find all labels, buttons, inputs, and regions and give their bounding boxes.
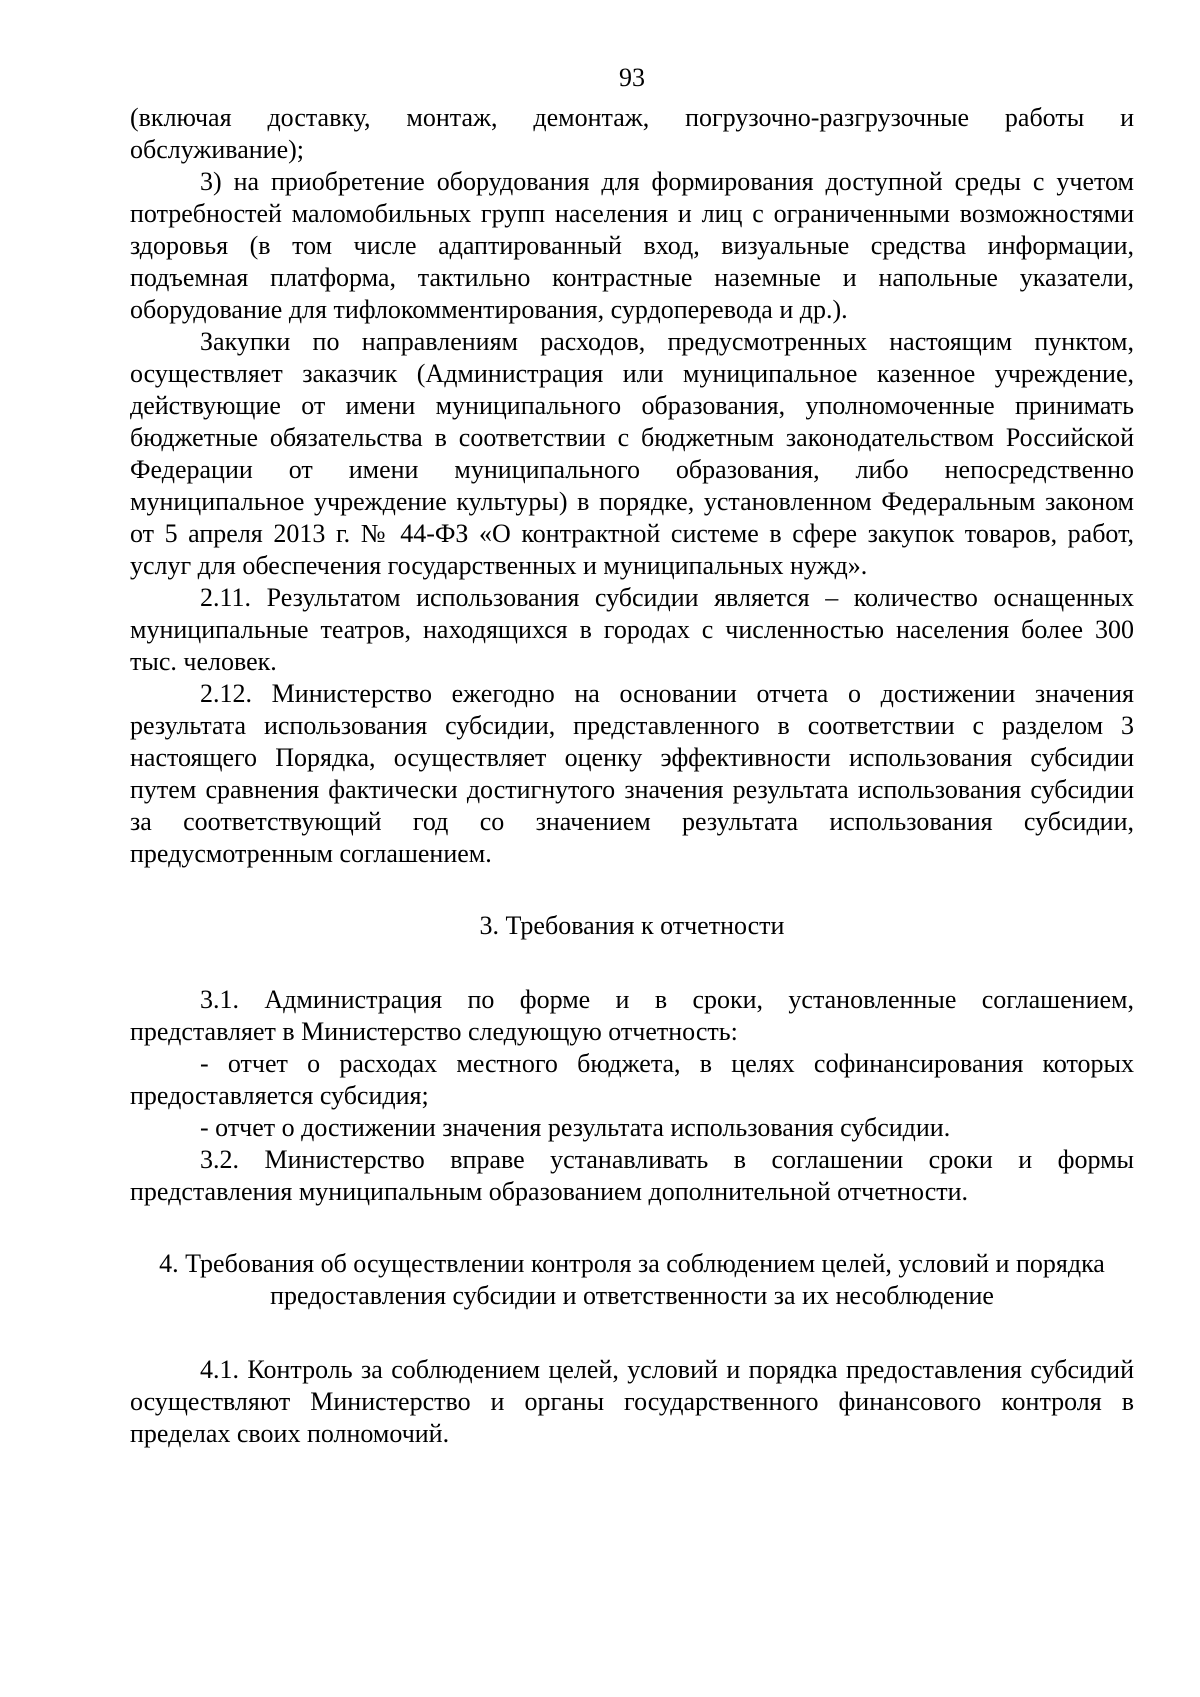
section-4-heading: 4. Требования об осуществлении контроля за соблюдением целей, условий и порядка предоставления субсидии и ответственности за их несоблюдение [159,1249,1105,1310]
paragraph-3-1: 3.1. Администрация по форме и в сроки, установленные соглашением, представляет в Министерство следующую отчетность: [130,985,1134,1046]
paragraph-procurement: Закупки по направлениям расходов, предусмотренных настоящим пунктом, осуществляет заказчик (Администрация или муниципальное казенное учреждение, действующие от имени муниципального образования, уполномоченные принимать бюджетные обязательства в соответствии с бюджетным законодательством Российской Федерации от имени муниципального образования, либо непосредственно муниципальное учреждение культуры) в порядке, установленном Федеральным законом от 5 апреля 2013 г. № 44-ФЗ «О контрактной системе в сфере закупок товаров, работ, услуг для обеспечения государственных и муниципальных нужд». [130,327,1134,580]
page-number: 93 [619,63,645,92]
paragraph-continuation: (включая доставку, монтаж, демонтаж, погрузочно-разгрузочные работы и обслуживание); [130,103,1134,164]
paragraph-report-result: - отчет о достижении значения результата использования субсидии. [200,1113,951,1142]
document-page [130,62,1134,1450]
paragraph-item-3: 3) на приобретение оборудования для формирования доступной среды с учетом потребностей маломобильных групп населения и лиц с ограниченными возможностями здоровья (в том числе адаптированный вход, визуальные средства информации, подъемная платформа, тактильно контрастные наземные и напольные указатели, оборудование для тифлокомментирования, сурдоперевода и др.). [130,167,1134,324]
paragraph-4-1: 4.1. Контроль за соблюдением целей, условий и порядка предоставления субсидий осуществляют Министерство и органы государственного финансового контроля в пределах своих полномочий. [130,1355,1134,1448]
section-3-heading: 3. Требования к отчетности [479,911,785,940]
paragraph-2-11: 2.11. Результатом использования субсидии является – количество оснащенных муниципальные театров, находящихся в городах с численностью населения более 300 тыс. человек. [130,583,1134,676]
paragraph-3-2: 3.2. Министерство вправе устанавливать в соглашении сроки и формы представления муниципальным образованием дополнительной отчетности. [130,1145,1134,1206]
paragraph-2-12: 2.12. Министерство ежегодно на основании отчета о достижении значения результата использования субсидии, представленного в соответствии с разделом 3 настоящего Порядка, осуществляет оценку эффективности использования субсидии путем сравнения фактически достигнутого значения результата использования субсидии за соответствующий год со значением результата использования субсидии, предусмотренным соглашением. [130,679,1134,868]
paragraph-report-expenses: - отчет о расходах местного бюджета, в целях софинансирования которых предоставляется субсидия; [130,1049,1134,1110]
